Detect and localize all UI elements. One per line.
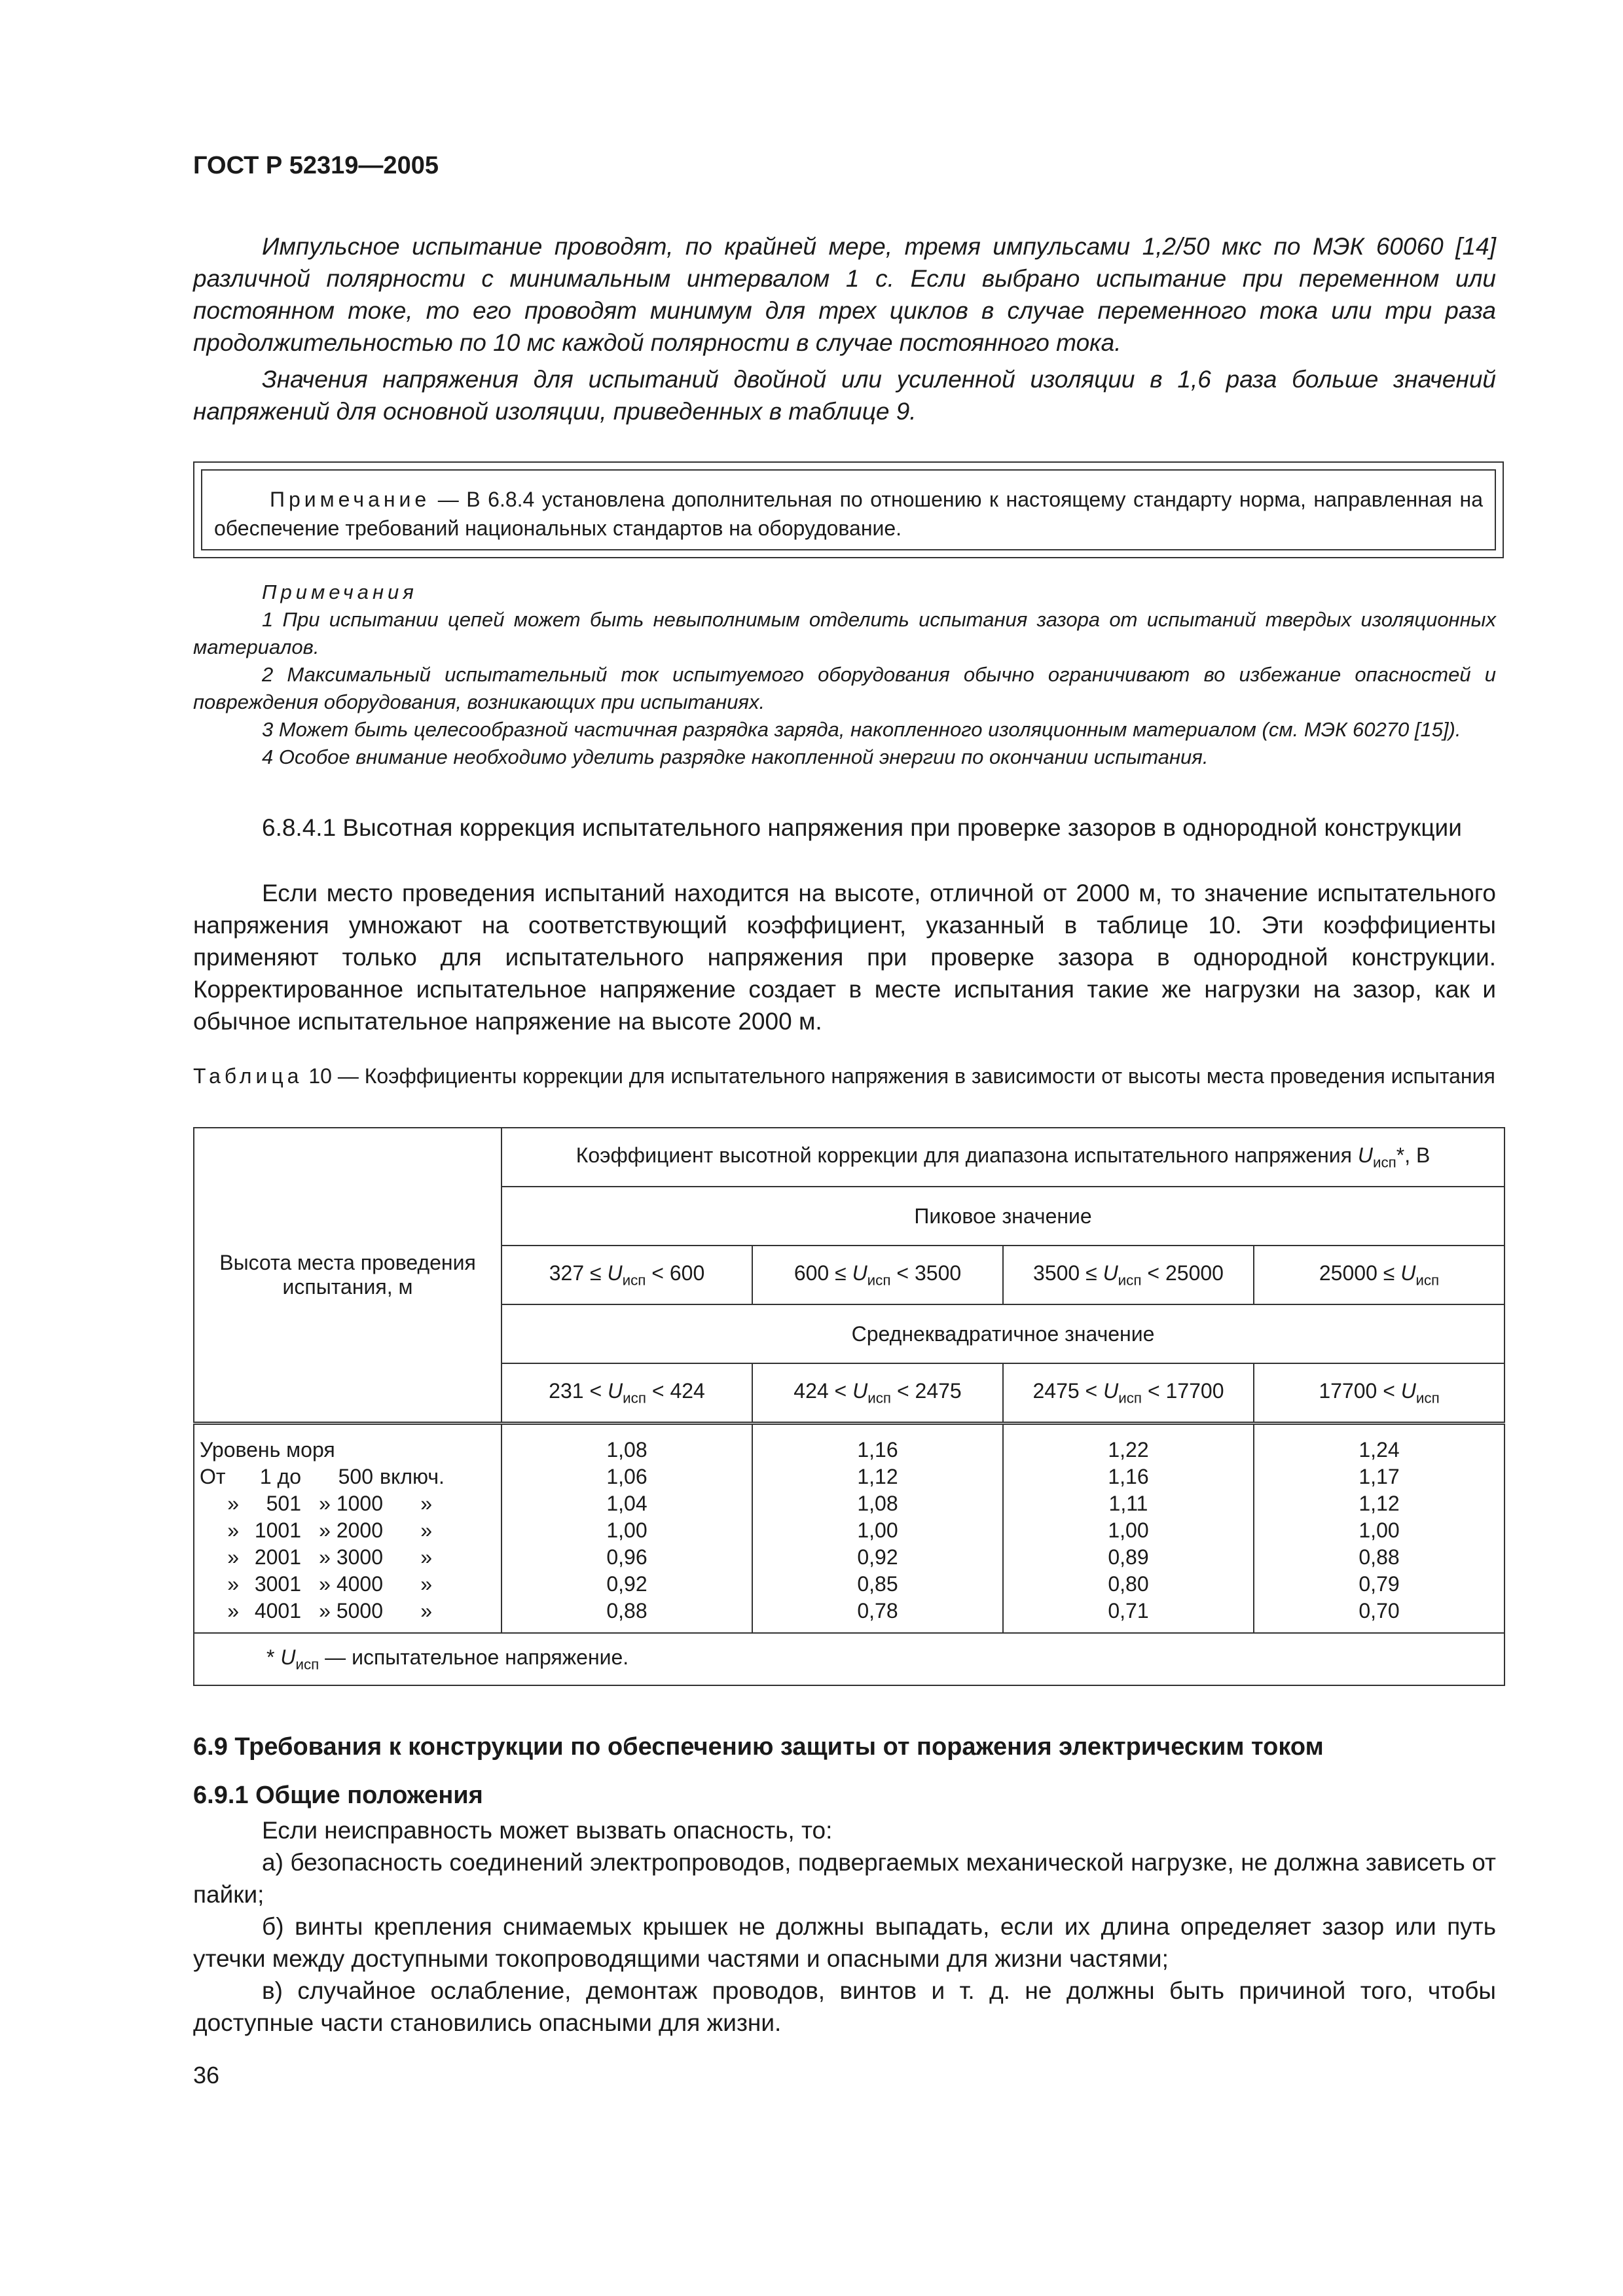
- coef-column: 1,08 1,06 1,04 1,00 0,96 0,92 0,88: [501, 1424, 752, 1634]
- altitude-row: » 501 » 1000 »: [227, 1492, 432, 1515]
- peak-range: $600 \le U_{исп} < 3500$: [752, 1246, 1003, 1304]
- altitude-column: [194, 1424, 501, 1634]
- group-header: Коэффициент высотной коррекции для диапазона испытательного напряжения $U_{исп}*$, В: [501, 1128, 1504, 1187]
- notes-block: [193, 579, 1496, 771]
- clause-6841-title: 6.8.4.1 Высотная коррекция испытательного напряжения при проверке зазоров в однородной конструкции: [262, 814, 1462, 841]
- notes-title: Примечания: [262, 581, 418, 603]
- note-item: 2 Максимальный испытательный ток испытуемого оборудования обычно ограничивают во избежание опасностей и повреждения оборудования, возникающих при испытаниях.: [193, 663, 1496, 713]
- peak-label: Пиковое значение: [501, 1187, 1504, 1246]
- peak-range: $327 \le U_{исп} < 600$: [501, 1246, 752, 1304]
- boxed-note-label: Примечание: [270, 488, 431, 511]
- table-caption-label: Таблица: [193, 1064, 303, 1088]
- table-caption: [193, 1062, 1496, 1090]
- rms-label: Среднеквадратичное значение: [501, 1304, 1504, 1363]
- intro-paragraph-1: Импульсное испытание проводят, по крайней мере, тремя импульсами 1,2/50 мкс по МЭК 60060 [14] различной полярности с минимальным интервалом 1 с. Если выбрано испытание при переменном или постоянном токе, то его проводят минимум для трех циклов в случае переменного тока или три раза продолжительностью по 10 мс каждой полярности в случае постоянного тока.: [193, 233, 1496, 356]
- page-number: 36: [193, 2062, 220, 2089]
- section-6-9-1-title: 6.9.1 Общие положения: [193, 1782, 483, 1809]
- altitude-row: » 1001 » 2000 »: [227, 1518, 432, 1542]
- general-item-c: в) случайное ослабление, демонтаж проводов, винтов и т. д. не должны быть причиной того, чтобы доступные части становились опасными для жизни.: [193, 1977, 1496, 2036]
- altitude-row: » 4001 » 5000 »: [227, 1599, 432, 1623]
- rms-range: $17700 < U_{исп}$: [1254, 1363, 1504, 1424]
- boxed-note-text: — В 6.8.4 установлена дополнительная по отношению к настоящему стандарту норма, направленная на обеспечение требований национальных стандартов на оборудование.: [214, 488, 1483, 540]
- altitude-row: » 2001 » 3000 »: [227, 1545, 432, 1569]
- coef-column: 1,24 1,17 1,12 1,00 0,88 0,79 0,70: [1254, 1424, 1504, 1634]
- section-6-9-title: 6.9 Требования к конструкции по обеспечению защиты от поражения электрическим током: [193, 1733, 1324, 1761]
- note-item: 3 Может быть целесообразной частичная разрядка заряда, накопленного изоляционным материалом (см. МЭК 60270 [15]).: [262, 718, 1461, 741]
- rms-range: $2475 < U_{исп} < 17700$: [1003, 1363, 1254, 1424]
- altitude-row: » 3001 » 4000 »: [227, 1572, 432, 1596]
- coef-column: 1,22 1,16 1,11 1,00 0,89 0,80 0,71: [1003, 1424, 1254, 1634]
- document-header: ГОСТ Р 52319—2005: [193, 152, 439, 179]
- boxed-note: [193, 461, 1504, 558]
- intro-paragraph-2: Значения напряжения для испытаний двойной или усиленной изоляции в 1,6 раза больше значений напряжений для основной изоляции, приведенных в таблице 9.: [193, 366, 1496, 425]
- rms-range: $231 < U_{исп} < 424$: [501, 1363, 752, 1424]
- peak-range: $3500 \le U_{исп} < 25000$: [1003, 1246, 1254, 1304]
- table-caption-text: 10 — Коэффициенты коррекции для испытательного напряжения в зависимости от высоты места проведения испытания: [302, 1064, 1495, 1088]
- table-footnote: * $U_{исп}$ — испытательное напряжение.: [194, 1633, 1504, 1685]
- note-item: 1 При испытании цепей может быть невыполнимым отделить испытания зазора от испытаний твердых изоляционных материалов.: [193, 608, 1496, 658]
- general-item-a: а) безопасность соединений электропроводов, подвергаемых механической нагрузке, не должна зависеть от пайки;: [193, 1849, 1496, 1908]
- coef-column: 1,16 1,12 1,08 1,00 0,92 0,85 0,78: [752, 1424, 1003, 1634]
- altitude-row: От 1 до 500 включ.: [200, 1465, 445, 1488]
- note-item: 4 Особое внимание необходимо уделить разрядке накопленной энергии по окончании испытания.: [262, 745, 1209, 768]
- altitude-row: Уровень моря: [200, 1438, 335, 1462]
- peak-range: $25000 \le U_{исп}$: [1254, 1246, 1504, 1304]
- general-lead: Если неисправность может вызвать опасность, то:: [262, 1817, 833, 1844]
- rms-range: $424 < U_{исп} < 2475$: [752, 1363, 1003, 1424]
- clause-6841-body: Если место проведения испытаний находится на высоте, отличной от 2000 м, то значение испытательного напряжения умножают на соответствующий коэффициент, указанный в таблице 10. Эти коэффициенты применяют только для испытательного напряжения при проверке зазора в однородной конструкции. Корректированное испытательное напряжение создает в месте испытания такие же нагрузки на зазор, как и обычное испытательное напряжение на высоте 2000 м.: [193, 880, 1496, 1035]
- general-item-b: б) винты крепления снимаемых крышек не должны выпадать, если их длина определяет зазор или путь утечки между доступными токопроводящими частями и опасными для жизни частями;: [193, 1913, 1496, 1972]
- correction-table: [193, 1127, 1505, 1686]
- altitude-header: Высота места проведения испытания, м: [194, 1128, 501, 1424]
